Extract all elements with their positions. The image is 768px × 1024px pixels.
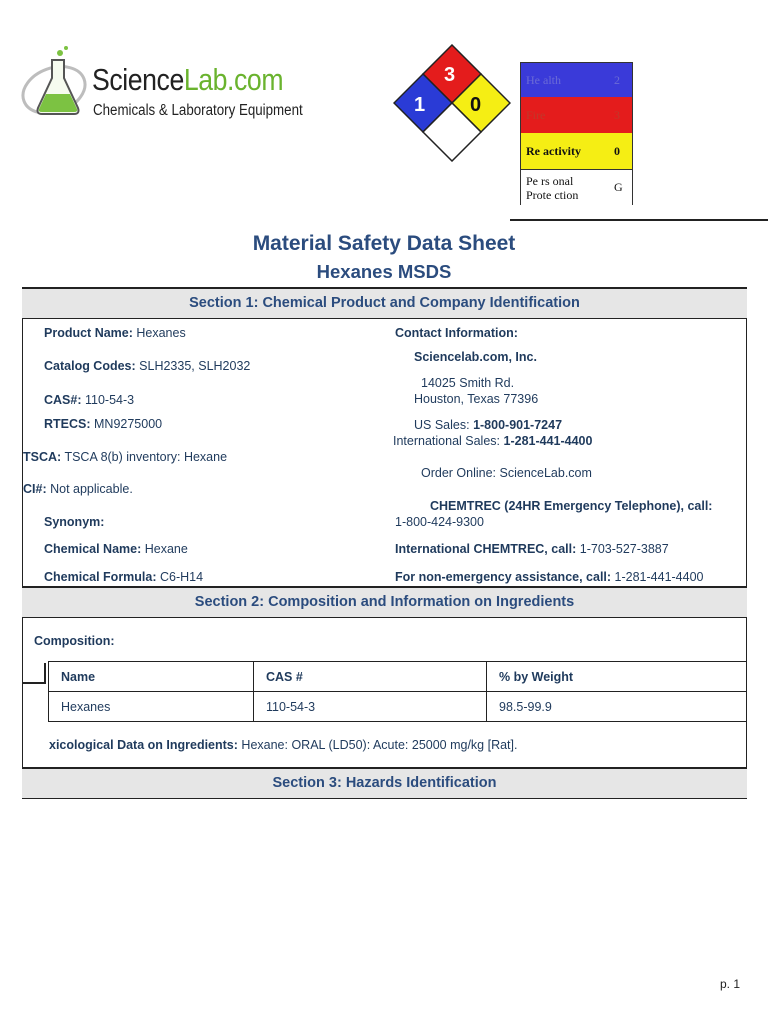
table-marker [22,663,46,684]
composition-table [48,661,747,722]
nfpa-diamond [393,44,511,162]
international-chemtrec: International CHEMTREC, call: 1-703-527-3887 [395,542,669,556]
composition-label: Composition: [34,634,115,648]
cas-number: CAS#: 110-54-3 [44,393,135,407]
table-cell-cas: 110-54-3 [254,692,487,722]
header-rule [510,219,768,221]
international-sales: International Sales: 1-281-441-4400 [393,434,593,448]
ci-number: CI#: Not applicable. [23,482,133,496]
chemical-formula: Chemical Formula: C6-H14 [44,570,204,584]
hmis-reactivity-row: Re activity 0 [521,133,632,169]
address-line2: Houston, Texas 77396 [414,392,539,406]
address-line1: 14025 Smith Rd. [421,376,515,390]
column-header-weight: % by Weight [487,662,747,692]
nfpa-flammability-value: 3 [444,64,456,86]
nfpa-reactivity-value: 0 [470,94,482,116]
toxicological-data: xicological Data on Ingredients: Hexane: ORAL (LD50): Acute: 25000 mg/kg [Rat]. [49,738,518,752]
hmis-label [520,62,633,205]
order-online: Order Online: ScienceLab.com [421,466,592,480]
hmis-protection-row: Pe rs onal Prote ction G [521,169,632,205]
document-subtitle: Hexanes MSDS [316,261,452,282]
company-name: Sciencelab.com, Inc. [414,350,537,364]
column-header-name: Name [49,662,254,692]
document-title: Material Safety Data Sheet [252,232,516,255]
chemtrec-phone: 1-800-424-9300 [395,515,484,529]
table-row [49,692,747,722]
synonym: Synonym: [44,515,105,529]
section2-header: Section 2: Composition and Information on Ingredients [22,586,747,618]
section1-header: Section 1: Chemical Product and Company Identification [22,287,747,319]
table-header-row [49,662,747,692]
rtecs: RTECS: MN9275000 [44,417,163,431]
nfpa-health-value: 1 [414,94,426,116]
hmis-fire-row: Fire 3 [521,97,632,133]
page-number: p. 1 [720,977,741,991]
section3-header: Section 3: Hazards Identification [22,767,747,799]
chemical-name: Chemical Name: Hexane [44,542,188,556]
logo-tagline: Chemicals & Laboratory Equipment [93,102,303,119]
logo-wordmark: ScienceLab.com [92,62,284,97]
column-header-cas: CAS # [254,662,487,692]
hmis-health-row: He alth 2 [521,63,632,97]
contact-info-label: Contact Information: [395,326,518,340]
non-emergency-assistance: For non-emergency assistance, call: 1-281-441-4400 [395,570,704,584]
catalog-codes: Catalog Codes: SLH2335, SLH2032 [44,359,251,373]
chemtrec-label: CHEMTREC (24HR Emergency Telephone), call: [430,499,713,513]
flask-icon [20,44,100,124]
product-name: Product Name: Hexanes [44,326,186,340]
table-cell-name: Hexanes [49,692,254,722]
tsca: TSCA: TSCA 8(b) inventory: Hexane [23,450,228,464]
us-sales: US Sales: 1-800-901-7247 [414,418,563,432]
table-cell-weight: 98.5-99.9 [487,692,747,722]
